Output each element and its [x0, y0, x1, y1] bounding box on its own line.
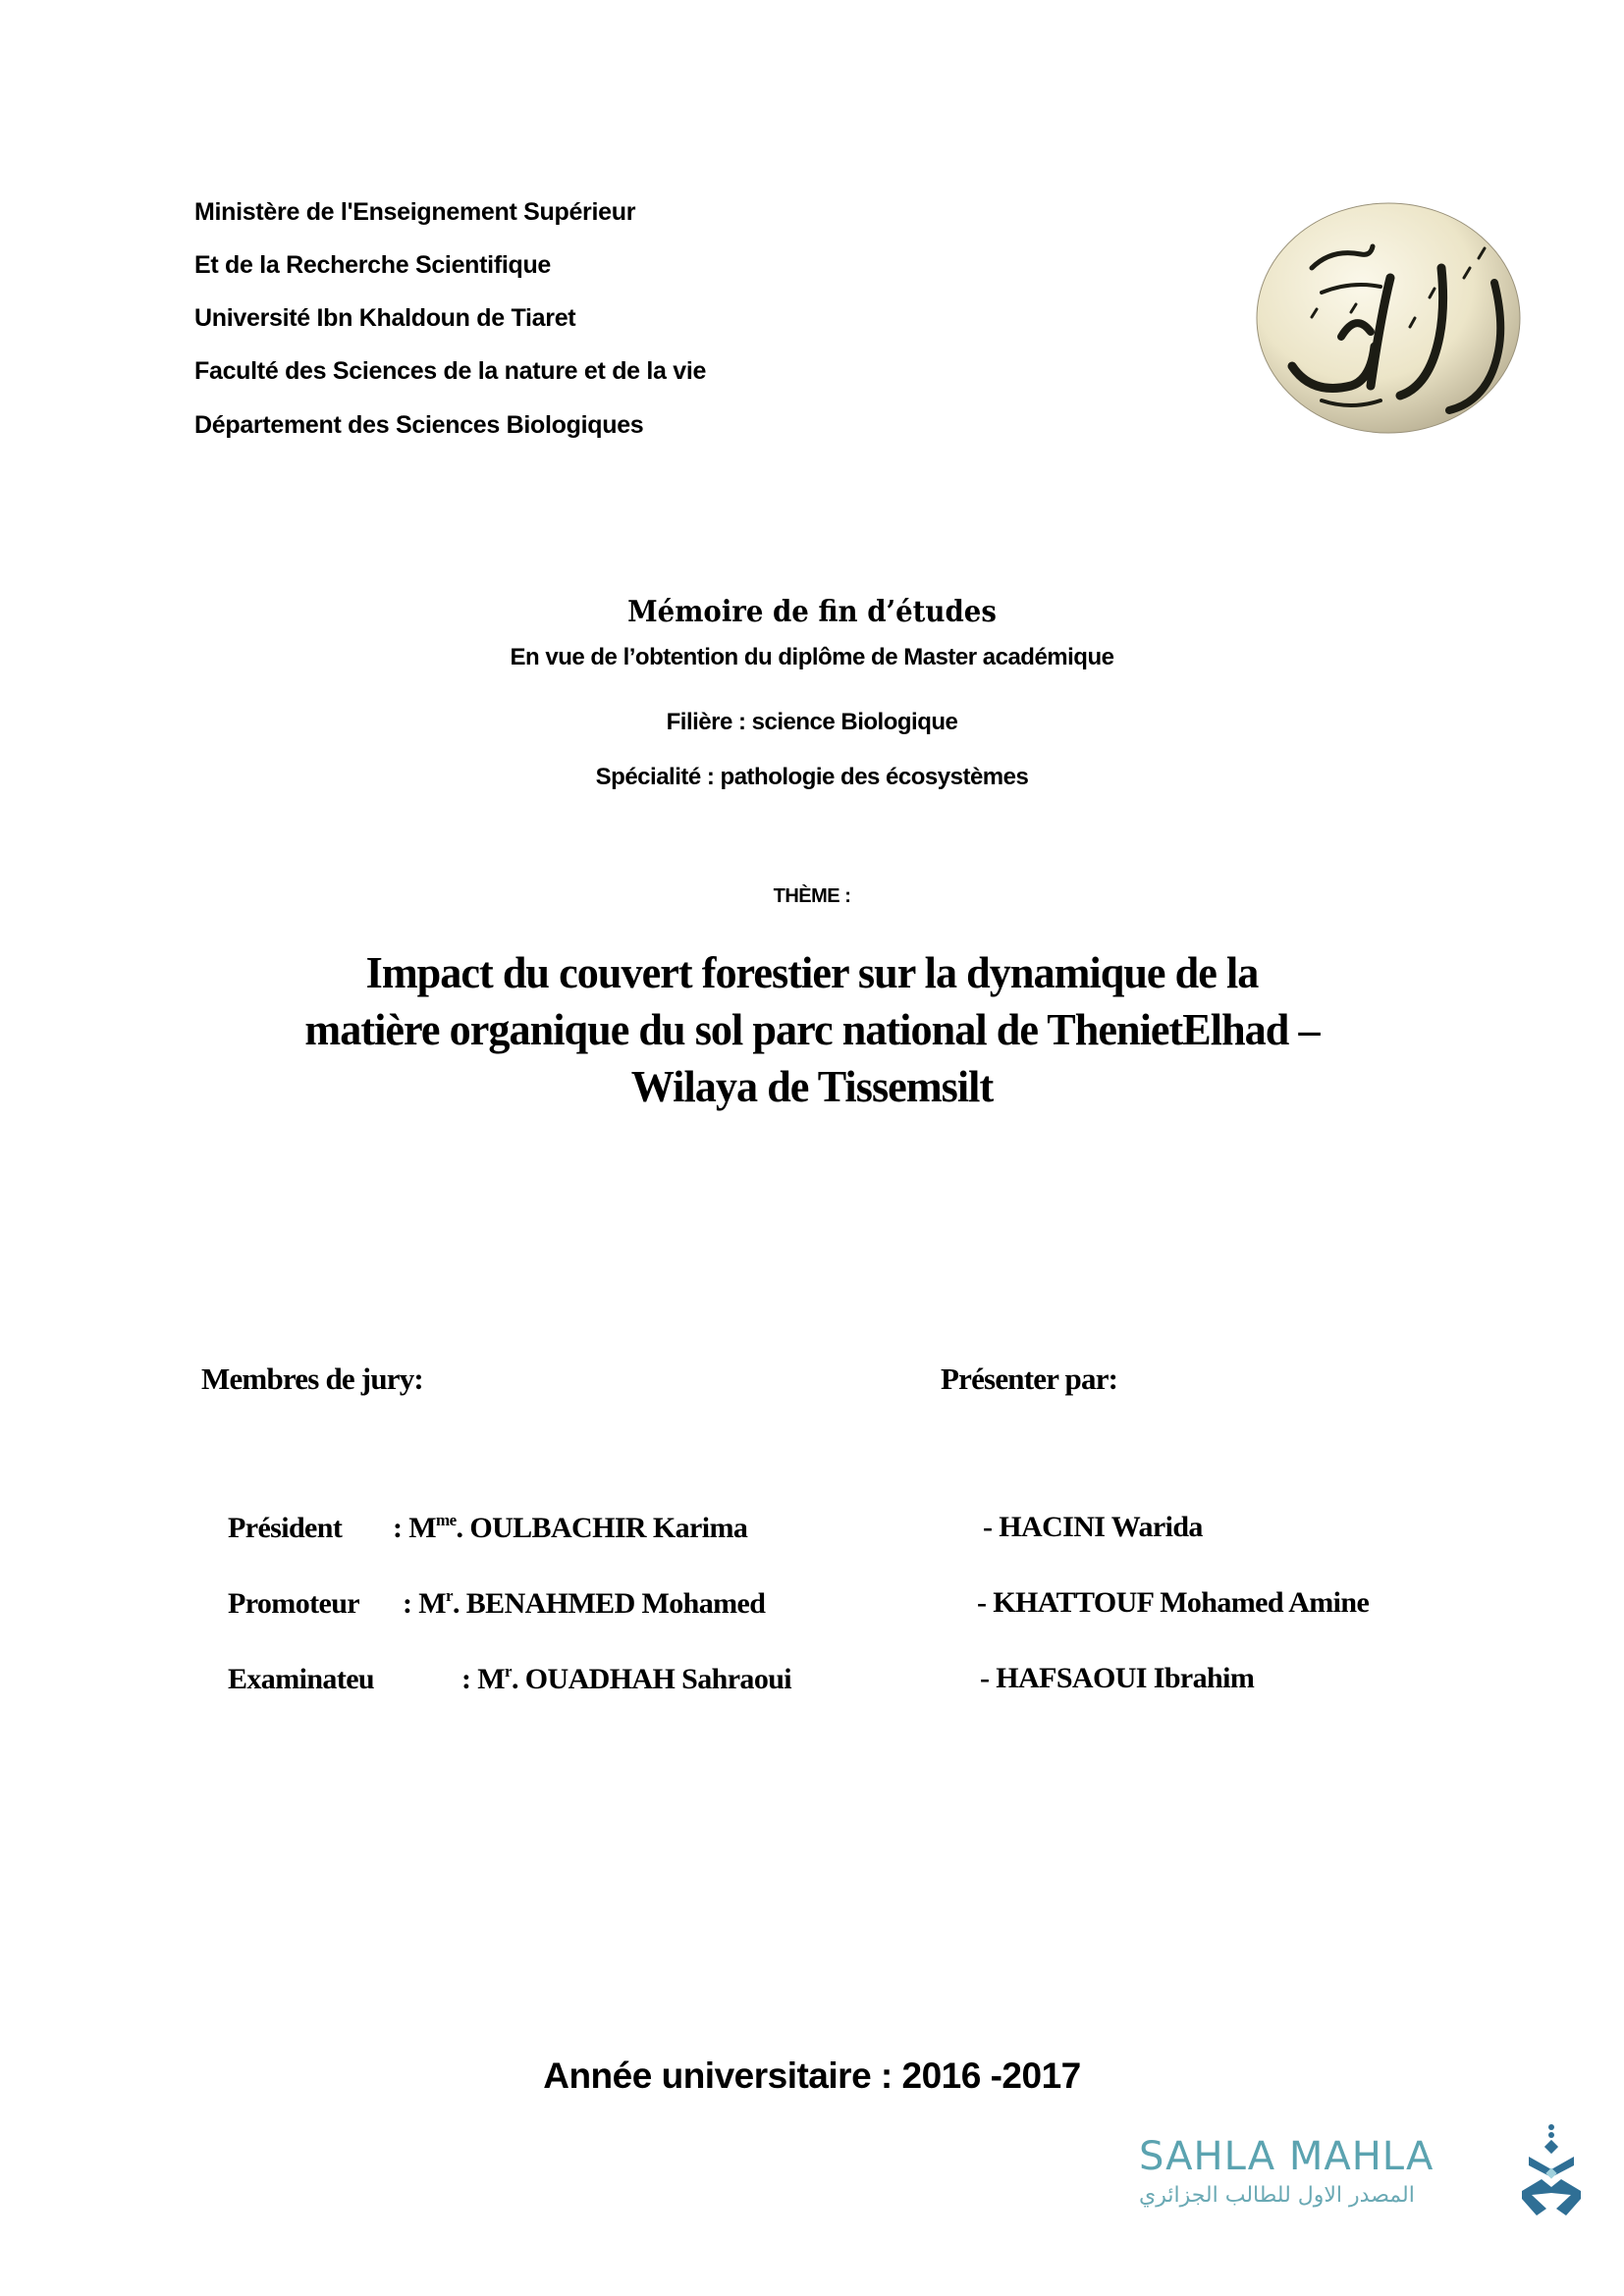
university-logo-icon — [1253, 199, 1524, 437]
sahla-mahla-watermark — [1139, 2122, 1596, 2220]
thesis-title — [32, 944, 1592, 1115]
student-3: - HAFSAOUI Ibrahim — [980, 1662, 1255, 1694]
student-2: - KHATTOUF Mohamed Amine — [977, 1586, 1370, 1619]
thesis-title-line-3: Wilaya de Tissemsilt — [630, 1061, 994, 1111]
jury-sep: : — [461, 1663, 471, 1695]
watermark-brand: SAHLA MAHLA — [1139, 2134, 1435, 2179]
jury-title-sup: r — [505, 1662, 512, 1681]
sahla-mahla-emblem-icon — [1517, 2122, 1591, 2220]
watermark-tagline: المصدر الاول للطالب الجزائري — [1139, 2183, 1415, 2208]
jury-role: Président — [228, 1512, 343, 1544]
jury-sep: : — [403, 1587, 412, 1620]
thesis-title-line-2: matière organique du sol parc national de ThenietElhad – — [304, 1004, 1320, 1054]
jury-title-sup: me — [436, 1511, 457, 1529]
jury-role: Examinateu — [228, 1663, 375, 1695]
thesis-purpose: En vue de l’obtention du diplôme de Master académique — [510, 644, 1114, 670]
jury-title: M — [418, 1587, 447, 1620]
jury-name: . BENAHMED Mohamed — [452, 1587, 766, 1620]
institution-university: Université Ibn Khaldoun de Tiaret — [194, 304, 576, 332]
jury-member-president — [228, 1511, 747, 1545]
institution-ministry: Ministère de l'Enseignement Supérieur — [194, 198, 636, 226]
jury-member-examinateur — [228, 1662, 791, 1696]
presented-by-heading: Présenter par: — [941, 1362, 1118, 1396]
thesis-title-line-1: Impact du couvert forestier sur la dynamique de la — [365, 947, 1259, 997]
jury-heading: Membres de jury: — [201, 1362, 423, 1396]
jury-role: Promoteur — [228, 1587, 359, 1620]
jury-title-sup: r — [446, 1586, 453, 1605]
theme-label: THÈME : — [773, 885, 851, 907]
student-1: - HACINI Warida — [983, 1511, 1203, 1543]
institution-faculty: Faculté des Sciences de la nature et de la vie — [194, 357, 707, 385]
thesis-type: Mémoire de fin d’études — [627, 595, 997, 629]
thesis-filiere: Filière : science Biologique — [666, 709, 958, 735]
jury-member-promoteur — [228, 1586, 765, 1621]
academic-year: Année universitaire : 2016 -2017 — [543, 2056, 1081, 2096]
jury-sep: : — [393, 1512, 403, 1544]
institution-department: Département des Sciences Biologiques — [194, 411, 644, 439]
jury-name: . OULBACHIR Karima — [456, 1512, 748, 1544]
jury-title: M — [408, 1512, 437, 1544]
jury-name: . OUADHAH Sahraoui — [511, 1663, 792, 1695]
jury-title: M — [477, 1663, 506, 1695]
institution-research: Et de la Recherche Scientifique — [194, 251, 552, 279]
thesis-specialite: Spécialité : pathologie des écosystèmes — [595, 764, 1029, 790]
